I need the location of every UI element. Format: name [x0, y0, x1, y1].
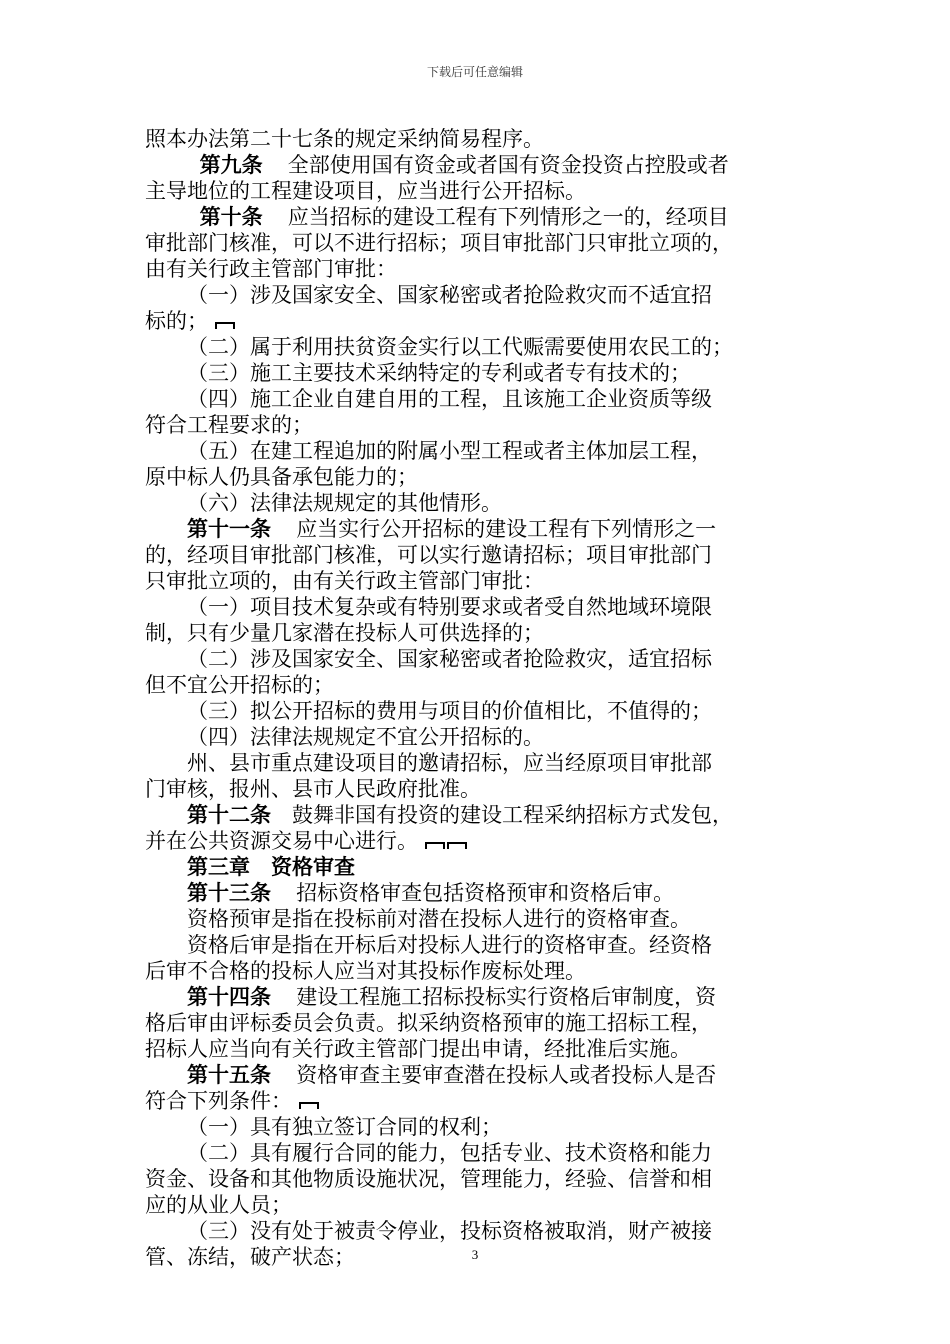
line-text: （二）涉及国家安全、国家秘密或者抢险救灾，适宜招标: [187, 647, 712, 671]
text-line: [145, 126, 817, 152]
text-line: [145, 230, 817, 256]
text-line: [145, 1088, 817, 1114]
text-line: [145, 542, 817, 568]
line-text: 原中标人仍具备承包能力的；: [145, 465, 418, 489]
line-text: （三）施工主要技术采纳特定的专利或者专有技术的；: [187, 361, 691, 385]
text-line: [145, 386, 817, 412]
line-text: 鼓舞非国有投资的建设工程采纳招标方式发包，: [292, 803, 733, 827]
text-line: [145, 646, 817, 672]
article-heading: 第十一条: [187, 517, 271, 541]
line-text: 符合下列条件：: [145, 1089, 292, 1113]
text-line: [145, 490, 817, 516]
line-text: 由有关行政主管部门审批：: [145, 257, 397, 281]
text-line: [145, 1010, 817, 1036]
line-text: （二）具有履行合同的能力，包括专业、技术资格和能力: [187, 1141, 712, 1165]
line-text: 审批部门核准，可以不进行招标；项目审批部门只审批立项的，: [145, 231, 733, 255]
line-text: 照本办法第二十七条的规定采纳简易程序。: [145, 127, 544, 151]
line-text: 并在公共资源交易中心进行。: [145, 829, 418, 853]
article-heading: 第十条: [199, 205, 263, 229]
text-line: [145, 594, 817, 620]
line-text: 应当招标的建设工程有下列情形之一的，经项目: [287, 205, 729, 229]
article-heading: 第三章 资格审查: [187, 855, 355, 879]
article-line: [145, 880, 817, 906]
text-line: [145, 906, 817, 932]
text-line: [145, 282, 817, 308]
line-text: （五）在建工程追加的附属小型工程或者主体加层工程，: [187, 439, 712, 463]
line-text: 州、县市重点建设项目的邀请招标，应当经原项目审批部: [187, 751, 712, 775]
revision-mark-icon: [446, 841, 468, 850]
page-number: 3: [471, 1247, 479, 1262]
line-text: 后审不合格的投标人应当对其投标作废标处理。: [145, 959, 586, 983]
article-heading: 第十五条: [187, 1063, 271, 1087]
text-line: [145, 1218, 817, 1244]
line-text: （六）法律法规规定的其他情形。: [187, 491, 502, 515]
text-line: [145, 828, 817, 854]
article-heading: 第十三条: [187, 881, 271, 905]
revision-mark-icon: [214, 321, 236, 330]
line-text: （一）项目技术复杂或有特别要求或者受自然地域环境限: [187, 595, 712, 619]
line-text: 资格预审是指在投标前对潜在投标人进行的资格审查。: [187, 907, 691, 931]
line-text: （四）施工企业自建自用的工程，且该施工企业资质等级: [187, 387, 712, 411]
revision-mark-icon: [298, 1101, 320, 1110]
text-line: [145, 932, 817, 958]
line-text: 招标资格审查包括资格预审和资格后审。: [296, 881, 675, 905]
text-line: [145, 672, 817, 698]
line-text: （三）拟公开招标的费用与项目的价值相比，不值得的；: [187, 699, 712, 723]
text-line: [145, 568, 817, 594]
text-line: [145, 724, 817, 750]
line-text: 管、冻结，破产状态；: [145, 1245, 355, 1269]
article-line: [145, 802, 817, 828]
revision-mark-icon: [424, 841, 446, 850]
line-text: 资格审查主要审查潜在投标人或者投标人是否: [296, 1063, 717, 1087]
text-line: [145, 464, 817, 490]
article-line: [145, 204, 817, 230]
line-text: 资金、设备和其他物质设施状况，管理能力，经验、信誉和相: [145, 1167, 712, 1191]
line-text: （一）涉及国家安全、国家秘密或者抢险救灾而不适宜招: [187, 283, 712, 307]
line-text: 标的；: [145, 309, 208, 333]
line-text: 符合工程要求的；: [145, 413, 313, 437]
text-line: [145, 308, 817, 334]
document-body: [145, 126, 817, 1270]
line-text: 主导地位的工程建设项目，应当进行公开招标。: [145, 179, 586, 203]
text-line: [145, 256, 817, 282]
article-line: [145, 984, 817, 1010]
text-line: [145, 438, 817, 464]
text-line: [145, 1192, 817, 1218]
article-line: [145, 152, 817, 178]
line-text: 制，只有少量几家潜在投标人可供选择的；: [145, 621, 544, 645]
text-line: [145, 620, 817, 646]
line-text: 应当实行公开招标的建设工程有下列情形之一: [296, 517, 717, 541]
text-line: [145, 698, 817, 724]
text-line: [145, 178, 817, 204]
line-text: （一）具有独立签订合同的权利；: [187, 1115, 502, 1139]
line-text: 的，经项目审批部门核准，可以实行邀请招标；项目审批部门: [145, 543, 712, 567]
line-text: 招标人应当向有关行政主管部门提出申请，经批准后实施。: [145, 1037, 691, 1061]
article-line: [145, 854, 817, 880]
line-text: （四）法律法规规定不宜公开招标的。: [187, 725, 544, 749]
article-heading: 第十二条: [187, 803, 271, 827]
text-line: [145, 776, 817, 802]
page-header: 下载后可任意编辑: [426, 65, 523, 79]
text-line: [145, 1036, 817, 1062]
text-line: [145, 750, 817, 776]
text-line: [145, 334, 817, 360]
line-text: 只审批立项的，由有关行政主管部门审批：: [145, 569, 544, 593]
line-text: 应的从业人员；: [145, 1193, 292, 1217]
text-line: [145, 360, 817, 386]
text-line: [145, 412, 817, 438]
text-line: [145, 1114, 817, 1140]
article-heading: 第九条: [199, 153, 263, 177]
text-line: [145, 1166, 817, 1192]
article-line: [145, 1062, 817, 1088]
line-text: 建设工程施工招标投标实行资格后审制度，资: [296, 985, 717, 1009]
line-text: （二）属于利用扶贫资金实行以工代赈需要使用农民工的；: [187, 335, 733, 359]
line-text: （三）没有处于被责令停业，投标资格被取消，财产被接: [187, 1219, 712, 1243]
article-heading: 第十四条: [187, 985, 271, 1009]
line-text: 全部使用国有资金或者国有资金投资占控股或者: [287, 153, 729, 177]
line-text: 资格后审是指在开标后对投标人进行的资格审查。经资格: [187, 933, 712, 957]
line-text: 门审核，报州、县市人民政府批准。: [145, 777, 481, 801]
article-line: [145, 516, 817, 542]
line-text: 但不宜公开招标的；: [145, 673, 334, 697]
line-text: 格后审由评标委员会负责。拟采纳资格预审的施工招标工程，: [145, 1011, 712, 1035]
text-line: [145, 958, 817, 984]
text-line: [145, 1140, 817, 1166]
